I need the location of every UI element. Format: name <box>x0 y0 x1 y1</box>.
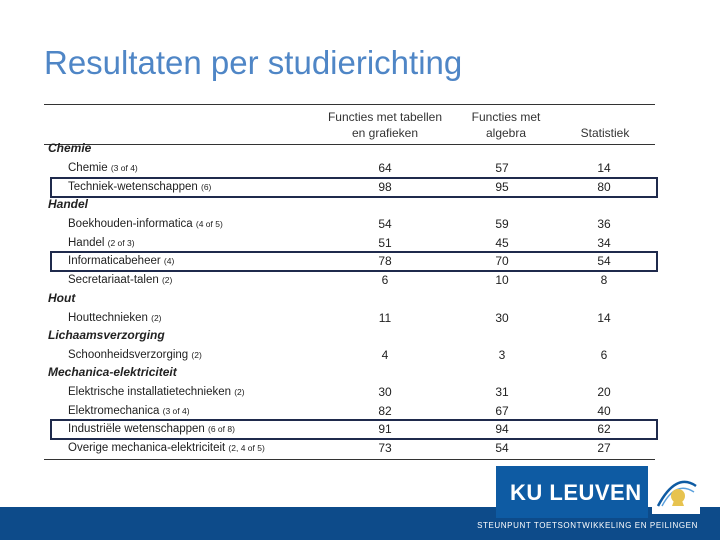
row-value: 10 <box>495 272 509 287</box>
row-detail: (6) <box>200 181 212 192</box>
row-value: 70 <box>495 254 509 269</box>
table-row <box>0 159 720 177</box>
row-value: 91 <box>378 422 392 437</box>
row-label: Houttechnieken (2) <box>68 312 162 324</box>
row-value: 34 <box>597 235 611 250</box>
section-heading: Mechanica-elektriciteit <box>48 365 177 379</box>
row-detail: (2 of 3) <box>107 237 135 248</box>
row-value: 27 <box>597 440 611 455</box>
row-label: Elektrische installatietechnieken (2) <box>68 386 245 398</box>
footer-text: STEUNPUNT TOETSONTWIKKELING EN PEILINGEN <box>477 521 698 530</box>
row-label: Schoonheidsverzorging (2) <box>68 349 202 361</box>
row-detail: (2) <box>234 387 245 397</box>
ku-leuven-logo <box>496 466 648 518</box>
row-detail: (2) <box>191 350 202 360</box>
row-value: 94 <box>495 422 509 437</box>
row-value: 54 <box>495 440 509 455</box>
row-detail: (6 of 8) <box>208 424 235 435</box>
row-value: 20 <box>597 385 611 399</box>
row-label: Elektromechanica (3 of 4) <box>68 404 190 417</box>
row-value: 59 <box>495 217 509 231</box>
page-title: Resultaten per studierichting <box>44 44 463 81</box>
table-row <box>0 383 720 401</box>
row-value: 95 <box>495 179 509 194</box>
table-row <box>0 346 720 364</box>
row-value: 62 <box>597 422 611 437</box>
column-header-algebra: Functies met algebra <box>471 110 541 140</box>
row-label: Informaticabeheer (4) <box>68 255 175 268</box>
row-value: 54 <box>378 217 392 231</box>
row-label: Chemie (3 of 4) <box>68 162 138 174</box>
row-value: 64 <box>378 161 392 175</box>
table-row <box>0 271 720 289</box>
row-value: 30 <box>495 311 509 325</box>
table-row <box>0 234 720 252</box>
row-value: 31 <box>495 385 509 399</box>
section-heading: Handel <box>48 197 89 211</box>
row-detail: (2) <box>151 313 162 323</box>
row-value: 30 <box>378 385 392 399</box>
row-label: Overige mechanica-elektriciteit (2, 4 of 5) <box>68 441 265 454</box>
row-label: Secretariaat-talen (2) <box>68 273 173 286</box>
row-label: Handel (2 of 3) <box>68 236 135 249</box>
row-value: 80 <box>597 179 611 194</box>
row-detail: (3 of 4) <box>110 163 138 173</box>
table-row <box>0 439 720 457</box>
row-label: Boekhouden-informatica (4 of 5) <box>68 218 223 230</box>
row-value: 57 <box>495 161 509 175</box>
row-detail: (4 of 5) <box>195 219 223 229</box>
table-row <box>0 402 720 420</box>
column-header-statistiek: Statistiek <box>580 126 630 140</box>
row-detail: (4) <box>163 256 175 267</box>
logo-text: KU LEUVEN <box>510 480 642 505</box>
column-header-tabellen: Functies met tabellen en grafieken <box>327 110 443 140</box>
row-value: 54 <box>597 254 611 269</box>
row-value: 6 <box>381 272 389 287</box>
row-label: Techniek-wetenschappen (6) <box>68 180 212 193</box>
row-value: 3 <box>498 348 506 362</box>
row-value: 40 <box>597 403 611 418</box>
sedes-sapientiae-emblem-icon <box>652 466 700 514</box>
row-detail: (2) <box>161 274 173 285</box>
row-value: 8 <box>600 272 608 287</box>
row-detail: (2, 4 of 5) <box>228 442 265 453</box>
row-value: 6 <box>600 348 608 362</box>
table-row <box>0 309 720 327</box>
table-bottom-rule <box>44 459 655 460</box>
row-label: Industriële wetenschappen (6 of 8) <box>68 423 235 436</box>
header-bottom-rule <box>44 144 655 145</box>
row-value: 45 <box>495 235 509 250</box>
section-heading: Chemie <box>48 141 92 155</box>
row-value: 82 <box>378 403 392 418</box>
row-highlight-box <box>50 251 658 272</box>
table-top-rule <box>44 104 655 105</box>
row-value: 98 <box>378 179 392 194</box>
row-highlight-box <box>50 419 658 440</box>
row-value: 14 <box>597 311 611 325</box>
row-value: 67 <box>495 403 509 418</box>
section-heading: Hout <box>48 291 76 305</box>
row-value: 14 <box>597 161 611 175</box>
row-value: 78 <box>378 254 392 269</box>
row-value: 73 <box>378 440 392 455</box>
row-highlight-box <box>50 177 658 198</box>
row-detail: (3 of 4) <box>162 405 190 416</box>
row-value: 51 <box>378 235 392 250</box>
row-value: 4 <box>381 348 389 362</box>
section-heading: Lichaamsverzorging <box>48 328 165 342</box>
row-value: 36 <box>597 217 611 231</box>
row-value: 11 <box>378 311 392 325</box>
table-row <box>0 215 720 233</box>
